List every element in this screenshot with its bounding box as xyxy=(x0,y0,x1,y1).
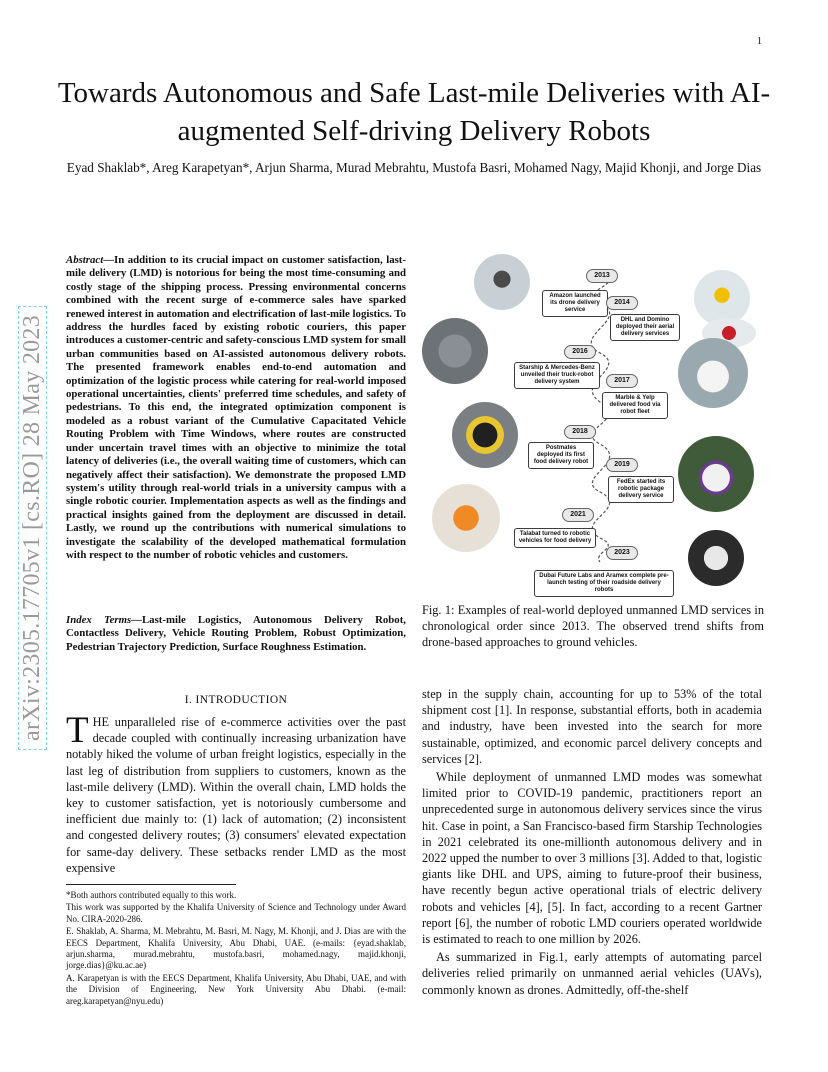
author-list: Eyad Shaklab*, Areg Karapetyan*, Arjun Sharma, Murad Mebrahtu, Mustofa Basri, Mohamed Nagy, Majid Khonji, and Jorge Dias xyxy=(66,160,762,175)
introduction-paragraph xyxy=(66,710,406,876)
timeline-event: Starship & Mercedes-Benz unveiled their truck-robot delivery system xyxy=(514,362,600,389)
index-terms xyxy=(66,614,406,654)
paper-title: Towards Autonomous and Safe Last-mile Deliveries with AI-augmented Self-driving Delivery Robots xyxy=(57,77,771,147)
introduction-text: HE unparalleled rise of e-commerce activities over the past decade coupled with continually increasing urbanization have notably hiked the volume of urban freight logistics, especially in the last leg of distribution from suppliers to customers, known as the last-mile delivery (LMD). Within the overall chain, LMD holds the key to customer satisfaction, yet is notoriously cumbersome and inefficient due mainly to: (1) lack of automation; (2) inconsistent and congested delivery routes; (3) consumers' elevated expectation for same-day delivery. These setbacks render LMD as the most expensive xyxy=(66,715,406,875)
footnote: A. Karapetyan is with the EECS Department, Khalifa University, Abu Dhabi, UAE, and with the Division of Engineering, New York University Abu Dhabi. (e-mail: areg.karapetyan@nyu.edu) xyxy=(66,972,406,1006)
footnote: E. Shaklab, A. Sharma, M. Mebrahtu, M. Basri, M. Nagy, M. Khonji, and J. Dias are with the EECS Department, Khalifa University, Abu Dhabi, UAE. (e-mails: {eyad.shaklab, arjun.sharma, murad.mebrahtu, mustofa.basri, mohamed.nagy, majid.khonji, jorge.dias}@ku.ac.ae) xyxy=(66,926,406,971)
robot-photo xyxy=(688,530,744,586)
right-column-text xyxy=(422,686,762,1000)
footnote-divider xyxy=(66,884,236,885)
footnote: This work was supported by the Khalifa University of Science and Technology under Award No. CIRA-2020-286. xyxy=(66,902,406,924)
section-heading: I. INTRODUCTION xyxy=(184,694,288,706)
arxiv-identifier[interactable] xyxy=(14,250,44,750)
index-terms-label: Index Terms xyxy=(66,614,132,626)
timeline-event: Marble & Yelp delivered food via robot fleet xyxy=(602,392,668,419)
abstract-text: —In addition to its crucial impact on customer satisfaction, last-mile delivery (LMD) is notorious for being the most time-consuming and costly stage of the shipping process. Pressing environmental concerns combined with the recent surge of e-commerce sales have sparked renewed interest in automation and electrification of last-mile logistics. To address the hurdles faced by existing robotic couriers, this paper introduces a customer-centric and safety-conscious LMD system for small urban communities based on AI-assisted autonomous delivery robots. The presented framework enables end-to-end automation and optimization of the logistic process while catering for real-world imposed operational uncertainties, clients' preferred time schedules, and safety of pedestrians. To this end, the integrated optimization component is modeled as a robust variant of the Cumulative Capacitated Vehicle Routing Problem with Time Windows, where routes are constructed under uncertain travel times with an objective to minimize the total latency of deliveries (i.e., the overall waiting time of customers, which can negatively affect their satisfaction). We demonstrate the proposed LMD system's utility through real-world trials in a university campus with a single robotic courier. Implementation aspects as well as the findings and practical insights gained from the deployment are discussed in detail. Lastly, we round up the contributions with numerical simulations to investigate the scalability of the developed mathematical formulation with respect to the number of robotic vehicles and customers. xyxy=(66,254,406,561)
timeline-event: DHL and Domino deployed their aerial delivery services xyxy=(610,314,680,341)
paragraph: While deployment of unmanned LMD modes was somewhat limited prior to COVID-19 pandemic, practitioners report an unprecedented surge in autonomous delivery services since the virus hit. Case in point, a San Francisco-based firm Starship Technologies in 2021 celebrated its one-millionth autonomous delivery and in 2022 upped the number to over 3 millions [3]. Added to that, logistic giants like DHL and UPS, aiming to future-proof their business, have recently begun active operational trials of electric delivery robots and vehicles [4], [5]. In fact, according to a recent Gartner report [6], the number of robotic LMD couriers operated worldwide is estimated to reach to one million by 2026. xyxy=(422,770,762,947)
abstract xyxy=(66,254,406,562)
drone-photo xyxy=(474,254,530,310)
robot-photo xyxy=(678,436,754,512)
timeline-event: Amazon launched its drone delivery service xyxy=(542,290,608,317)
robot-photo xyxy=(452,402,518,468)
index-terms-text: —Last-mile Logistics, Autonomous Delivery Robot, Contactless Delivery, Vehicle Routing Problem, Robust Optimization, Pedestrian Trajectory Prediction, Surface Roughness Estimation. xyxy=(66,614,406,653)
timeline-year: 2013 xyxy=(586,269,618,283)
timeline-year: 2017 xyxy=(606,374,638,388)
figure-caption: Fig. 1: Examples of real-world deployed unmanned LMD services in chronological order since 2013. The observed trend shifts from drone-based approaches to ground vehicles. xyxy=(422,603,764,650)
dropcap-letter: T xyxy=(66,710,89,751)
timeline-year: 2023 xyxy=(606,546,638,560)
timeline-year: 2021 xyxy=(562,508,594,522)
abstract-label: Abstract xyxy=(66,254,104,266)
robot-photo xyxy=(678,338,748,408)
robot-photo xyxy=(432,484,500,552)
paragraph: As summarized in Fig.1, early attempts of automating parcel deliveries relied primarily on unmanned aerial vehicles (UAVs), commonly known as drones. Admittedly, off-the-shelf xyxy=(422,950,762,997)
timeline-year: 2014 xyxy=(606,296,638,310)
timeline-event: Talabat turned to robotic vehicles for food delivery xyxy=(514,528,596,548)
timeline-event: Dubai Future Labs and Aramex complete pre-launch testing of their roadside delivery robots xyxy=(534,570,674,597)
figure-timeline xyxy=(422,252,764,596)
timeline-year: 2018 xyxy=(564,425,596,439)
timeline-year: 2016 xyxy=(564,345,596,359)
footnote: *Both authors contributed equally to this work. xyxy=(66,890,237,900)
paragraph: step in the supply chain, accounting for up to 53% of the total shipment cost [1]. In response, substantial efforts, both in academia and industry, have been invested into the search for more sustainable, optimized, and economic parcel delivery concepts and services [2]. xyxy=(422,687,762,766)
timeline-event: Postmates deployed its first food delivery robot xyxy=(528,442,594,469)
footnotes xyxy=(66,890,406,1008)
timeline-event: FedEx started its robotic package delivery service xyxy=(608,476,674,503)
arxiv-identifier-text: arXiv:2305.17705v1 [cs.RO] 28 May 2023 xyxy=(18,306,47,750)
van-photo xyxy=(422,318,488,384)
page-number: 1 xyxy=(757,36,762,47)
timeline-year: 2019 xyxy=(606,458,638,472)
